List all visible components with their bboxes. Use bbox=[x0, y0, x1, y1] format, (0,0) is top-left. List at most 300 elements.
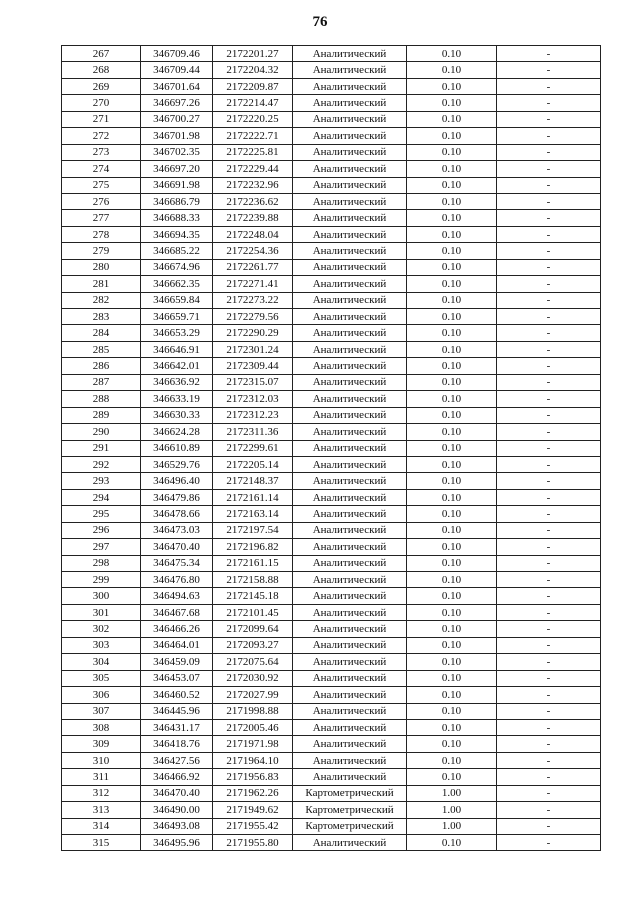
method-cell: Аналитический bbox=[293, 588, 407, 604]
table-row bbox=[62, 522, 601, 538]
accuracy-cell: 0.10 bbox=[407, 374, 497, 390]
y-coordinate-cell: 2172254.36 bbox=[213, 243, 293, 259]
method-cell: Аналитический bbox=[293, 341, 407, 357]
x-coordinate-cell: 346691.98 bbox=[141, 177, 213, 193]
note-cell: - bbox=[497, 489, 601, 505]
y-coordinate-cell: 2171955.80 bbox=[213, 835, 293, 851]
accuracy-cell: 0.10 bbox=[407, 506, 497, 522]
accuracy-cell: 0.10 bbox=[407, 144, 497, 160]
note-cell: - bbox=[497, 506, 601, 522]
accuracy-cell: 0.10 bbox=[407, 243, 497, 259]
x-coordinate-cell: 346466.92 bbox=[141, 769, 213, 785]
table-row bbox=[62, 161, 601, 177]
method-cell: Аналитический bbox=[293, 46, 407, 62]
note-cell: - bbox=[497, 341, 601, 357]
point-number-cell: 274 bbox=[62, 161, 141, 177]
note-cell: - bbox=[497, 78, 601, 94]
table-row bbox=[62, 752, 601, 768]
y-coordinate-cell: 2172271.41 bbox=[213, 276, 293, 292]
y-coordinate-cell: 2172093.27 bbox=[213, 637, 293, 653]
point-number-cell: 268 bbox=[62, 62, 141, 78]
note-cell: - bbox=[497, 210, 601, 226]
page-number: 76 bbox=[312, 14, 328, 30]
note-cell: - bbox=[497, 128, 601, 144]
method-cell: Аналитический bbox=[293, 440, 407, 456]
method-cell: Аналитический bbox=[293, 555, 407, 571]
method-cell: Аналитический bbox=[293, 161, 407, 177]
point-number-cell: 285 bbox=[62, 341, 141, 357]
table-row bbox=[62, 736, 601, 752]
note-cell: - bbox=[497, 62, 601, 78]
point-number-cell: 277 bbox=[62, 210, 141, 226]
x-coordinate-cell: 346688.33 bbox=[141, 210, 213, 226]
accuracy-cell: 0.10 bbox=[407, 177, 497, 193]
note-cell: - bbox=[497, 325, 601, 341]
accuracy-cell: 0.10 bbox=[407, 473, 497, 489]
point-number-cell: 271 bbox=[62, 111, 141, 127]
x-coordinate-cell: 346467.68 bbox=[141, 604, 213, 620]
method-cell: Картометрический bbox=[293, 785, 407, 801]
point-number-cell: 278 bbox=[62, 226, 141, 242]
x-coordinate-cell: 346642.01 bbox=[141, 358, 213, 374]
note-cell: - bbox=[497, 703, 601, 719]
y-coordinate-cell: 2171949.62 bbox=[213, 802, 293, 818]
note-cell: - bbox=[497, 637, 601, 653]
accuracy-cell: 0.10 bbox=[407, 588, 497, 604]
point-number-cell: 272 bbox=[62, 128, 141, 144]
x-coordinate-cell: 346709.44 bbox=[141, 62, 213, 78]
point-number-cell: 302 bbox=[62, 621, 141, 637]
table-row bbox=[62, 506, 601, 522]
point-number-cell: 267 bbox=[62, 46, 141, 62]
y-coordinate-cell: 2172148.37 bbox=[213, 473, 293, 489]
point-number-cell: 313 bbox=[62, 802, 141, 818]
y-coordinate-cell: 2171964.10 bbox=[213, 752, 293, 768]
table-row bbox=[62, 588, 601, 604]
note-cell: - bbox=[497, 407, 601, 423]
table-row bbox=[62, 802, 601, 818]
x-coordinate-cell: 346709.46 bbox=[141, 46, 213, 62]
point-number-cell: 299 bbox=[62, 572, 141, 588]
note-cell: - bbox=[497, 440, 601, 456]
point-number-cell: 310 bbox=[62, 752, 141, 768]
table-row bbox=[62, 555, 601, 571]
x-coordinate-cell: 346490.00 bbox=[141, 802, 213, 818]
y-coordinate-cell: 2171971.98 bbox=[213, 736, 293, 752]
point-number-cell: 276 bbox=[62, 193, 141, 209]
point-number-cell: 291 bbox=[62, 440, 141, 456]
method-cell: Аналитический bbox=[293, 128, 407, 144]
x-coordinate-cell: 346479.86 bbox=[141, 489, 213, 505]
y-coordinate-cell: 2172099.64 bbox=[213, 621, 293, 637]
y-coordinate-cell: 2172312.03 bbox=[213, 391, 293, 407]
y-coordinate-cell: 2172279.56 bbox=[213, 309, 293, 325]
table-row bbox=[62, 572, 601, 588]
x-coordinate-cell: 346459.09 bbox=[141, 654, 213, 670]
accuracy-cell: 0.10 bbox=[407, 522, 497, 538]
y-coordinate-cell: 2172301.24 bbox=[213, 341, 293, 357]
accuracy-cell: 1.00 bbox=[407, 785, 497, 801]
method-cell: Аналитический bbox=[293, 259, 407, 275]
table-row bbox=[62, 621, 601, 637]
table-row bbox=[62, 243, 601, 259]
note-cell: - bbox=[497, 588, 601, 604]
x-coordinate-cell: 346653.29 bbox=[141, 325, 213, 341]
accuracy-cell: 0.10 bbox=[407, 407, 497, 423]
accuracy-cell: 0.10 bbox=[407, 572, 497, 588]
table-row bbox=[62, 424, 601, 440]
method-cell: Аналитический bbox=[293, 407, 407, 423]
x-coordinate-cell: 346702.35 bbox=[141, 144, 213, 160]
method-cell: Аналитический bbox=[293, 424, 407, 440]
y-coordinate-cell: 2172163.14 bbox=[213, 506, 293, 522]
note-cell: - bbox=[497, 309, 601, 325]
method-cell: Аналитический bbox=[293, 736, 407, 752]
y-coordinate-cell: 2172214.47 bbox=[213, 95, 293, 111]
accuracy-cell: 0.10 bbox=[407, 276, 497, 292]
accuracy-cell: 0.10 bbox=[407, 687, 497, 703]
point-number-cell: 308 bbox=[62, 719, 141, 735]
x-coordinate-cell: 346624.28 bbox=[141, 424, 213, 440]
table-row bbox=[62, 259, 601, 275]
note-cell: - bbox=[497, 292, 601, 308]
method-cell: Аналитический bbox=[293, 621, 407, 637]
x-coordinate-cell: 346445.96 bbox=[141, 703, 213, 719]
note-cell: - bbox=[497, 670, 601, 686]
method-cell: Аналитический bbox=[293, 456, 407, 472]
point-number-cell: 270 bbox=[62, 95, 141, 111]
y-coordinate-cell: 2172209.87 bbox=[213, 78, 293, 94]
x-coordinate-cell: 346529.76 bbox=[141, 456, 213, 472]
table-row bbox=[62, 489, 601, 505]
method-cell: Аналитический bbox=[293, 193, 407, 209]
table-row bbox=[62, 391, 601, 407]
point-number-cell: 304 bbox=[62, 654, 141, 670]
x-coordinate-cell: 346476.80 bbox=[141, 572, 213, 588]
note-cell: - bbox=[497, 259, 601, 275]
y-coordinate-cell: 2172196.82 bbox=[213, 539, 293, 555]
accuracy-cell: 0.10 bbox=[407, 456, 497, 472]
y-coordinate-cell: 2172201.27 bbox=[213, 46, 293, 62]
y-coordinate-cell: 2172229.44 bbox=[213, 161, 293, 177]
table-row bbox=[62, 341, 601, 357]
x-coordinate-cell: 346697.20 bbox=[141, 161, 213, 177]
x-coordinate-cell: 346636.92 bbox=[141, 374, 213, 390]
y-coordinate-cell: 2172225.81 bbox=[213, 144, 293, 160]
note-cell: - bbox=[497, 604, 601, 620]
accuracy-cell: 1.00 bbox=[407, 802, 497, 818]
x-coordinate-cell: 346470.40 bbox=[141, 785, 213, 801]
method-cell: Аналитический bbox=[293, 325, 407, 341]
x-coordinate-cell: 346418.76 bbox=[141, 736, 213, 752]
table-row bbox=[62, 835, 601, 851]
table-row bbox=[62, 276, 601, 292]
note-cell: - bbox=[497, 95, 601, 111]
table-row bbox=[62, 62, 601, 78]
y-coordinate-cell: 2172273.22 bbox=[213, 292, 293, 308]
accuracy-cell: 0.10 bbox=[407, 637, 497, 653]
table-row bbox=[62, 292, 601, 308]
method-cell: Аналитический bbox=[293, 506, 407, 522]
method-cell: Аналитический bbox=[293, 358, 407, 374]
accuracy-cell: 0.10 bbox=[407, 111, 497, 127]
accuracy-cell: 0.10 bbox=[407, 325, 497, 341]
point-number-cell: 280 bbox=[62, 259, 141, 275]
method-cell: Аналитический bbox=[293, 489, 407, 505]
accuracy-cell: 0.10 bbox=[407, 193, 497, 209]
y-coordinate-cell: 2172197.54 bbox=[213, 522, 293, 538]
note-cell: - bbox=[497, 769, 601, 785]
point-number-cell: 288 bbox=[62, 391, 141, 407]
point-number-cell: 312 bbox=[62, 785, 141, 801]
accuracy-cell: 0.10 bbox=[407, 654, 497, 670]
point-number-cell: 301 bbox=[62, 604, 141, 620]
x-coordinate-cell: 346464.01 bbox=[141, 637, 213, 653]
y-coordinate-cell: 2172239.88 bbox=[213, 210, 293, 226]
x-coordinate-cell: 346496.40 bbox=[141, 473, 213, 489]
point-number-cell: 309 bbox=[62, 736, 141, 752]
note-cell: - bbox=[497, 621, 601, 637]
table-row bbox=[62, 440, 601, 456]
accuracy-cell: 0.10 bbox=[407, 46, 497, 62]
point-number-cell: 282 bbox=[62, 292, 141, 308]
note-cell: - bbox=[497, 391, 601, 407]
method-cell: Аналитический bbox=[293, 670, 407, 686]
table-row bbox=[62, 193, 601, 209]
note-cell: - bbox=[497, 226, 601, 242]
y-coordinate-cell: 2172027.99 bbox=[213, 687, 293, 703]
method-cell: Аналитический bbox=[293, 62, 407, 78]
point-number-cell: 269 bbox=[62, 78, 141, 94]
x-coordinate-cell: 346630.33 bbox=[141, 407, 213, 423]
note-cell: - bbox=[497, 374, 601, 390]
table-row bbox=[62, 473, 601, 489]
point-number-cell: 295 bbox=[62, 506, 141, 522]
table-row bbox=[62, 604, 601, 620]
table-row bbox=[62, 456, 601, 472]
point-number-cell: 293 bbox=[62, 473, 141, 489]
method-cell: Аналитический bbox=[293, 210, 407, 226]
y-coordinate-cell: 2172030.92 bbox=[213, 670, 293, 686]
accuracy-cell: 0.10 bbox=[407, 489, 497, 505]
method-cell: Аналитический bbox=[293, 752, 407, 768]
x-coordinate-cell: 346473.03 bbox=[141, 522, 213, 538]
note-cell: - bbox=[497, 687, 601, 703]
table-row bbox=[62, 226, 601, 242]
note-cell: - bbox=[497, 144, 601, 160]
y-coordinate-cell: 2171956.83 bbox=[213, 769, 293, 785]
note-cell: - bbox=[497, 276, 601, 292]
method-cell: Аналитический bbox=[293, 144, 407, 160]
method-cell: Аналитический bbox=[293, 111, 407, 127]
note-cell: - bbox=[497, 522, 601, 538]
point-number-cell: 311 bbox=[62, 769, 141, 785]
accuracy-cell: 0.10 bbox=[407, 358, 497, 374]
y-coordinate-cell: 2172101.45 bbox=[213, 604, 293, 620]
point-number-cell: 284 bbox=[62, 325, 141, 341]
accuracy-cell: 0.10 bbox=[407, 62, 497, 78]
accuracy-cell: 0.10 bbox=[407, 703, 497, 719]
table-row bbox=[62, 654, 601, 670]
x-coordinate-cell: 346460.52 bbox=[141, 687, 213, 703]
point-number-cell: 300 bbox=[62, 588, 141, 604]
method-cell: Аналитический bbox=[293, 391, 407, 407]
x-coordinate-cell: 346466.26 bbox=[141, 621, 213, 637]
method-cell: Аналитический bbox=[293, 473, 407, 489]
note-cell: - bbox=[497, 572, 601, 588]
note-cell: - bbox=[497, 358, 601, 374]
method-cell: Аналитический bbox=[293, 78, 407, 94]
y-coordinate-cell: 2172005.46 bbox=[213, 719, 293, 735]
table-row bbox=[62, 144, 601, 160]
table-row bbox=[62, 687, 601, 703]
y-coordinate-cell: 2172309.44 bbox=[213, 358, 293, 374]
accuracy-cell: 0.10 bbox=[407, 161, 497, 177]
note-cell: - bbox=[497, 473, 601, 489]
y-coordinate-cell: 2172236.62 bbox=[213, 193, 293, 209]
accuracy-cell: 1.00 bbox=[407, 818, 497, 834]
method-cell: Аналитический bbox=[293, 539, 407, 555]
accuracy-cell: 0.10 bbox=[407, 719, 497, 735]
method-cell: Аналитический bbox=[293, 177, 407, 193]
accuracy-cell: 0.10 bbox=[407, 539, 497, 555]
note-cell: - bbox=[497, 719, 601, 735]
table-row bbox=[62, 128, 601, 144]
note-cell: - bbox=[497, 424, 601, 440]
y-coordinate-cell: 2172248.04 bbox=[213, 226, 293, 242]
method-cell: Аналитический bbox=[293, 292, 407, 308]
accuracy-cell: 0.10 bbox=[407, 670, 497, 686]
x-coordinate-cell: 346659.84 bbox=[141, 292, 213, 308]
x-coordinate-cell: 346701.64 bbox=[141, 78, 213, 94]
x-coordinate-cell: 346427.56 bbox=[141, 752, 213, 768]
y-coordinate-cell: 2172312.23 bbox=[213, 407, 293, 423]
method-cell: Аналитический bbox=[293, 243, 407, 259]
point-number-cell: 296 bbox=[62, 522, 141, 538]
y-coordinate-cell: 2172204.32 bbox=[213, 62, 293, 78]
accuracy-cell: 0.10 bbox=[407, 226, 497, 242]
y-coordinate-cell: 2171962.26 bbox=[213, 785, 293, 801]
note-cell: - bbox=[497, 177, 601, 193]
x-coordinate-cell: 346697.26 bbox=[141, 95, 213, 111]
accuracy-cell: 0.10 bbox=[407, 341, 497, 357]
point-number-cell: 286 bbox=[62, 358, 141, 374]
point-number-cell: 298 bbox=[62, 555, 141, 571]
x-coordinate-cell: 346453.07 bbox=[141, 670, 213, 686]
point-number-cell: 289 bbox=[62, 407, 141, 423]
y-coordinate-cell: 2172232.96 bbox=[213, 177, 293, 193]
note-cell: - bbox=[497, 111, 601, 127]
y-coordinate-cell: 2172145.18 bbox=[213, 588, 293, 604]
method-cell: Аналитический bbox=[293, 719, 407, 735]
note-cell: - bbox=[497, 555, 601, 571]
point-number-cell: 315 bbox=[62, 835, 141, 851]
point-number-cell: 314 bbox=[62, 818, 141, 834]
accuracy-cell: 0.10 bbox=[407, 128, 497, 144]
accuracy-cell: 0.10 bbox=[407, 424, 497, 440]
y-coordinate-cell: 2172075.64 bbox=[213, 654, 293, 670]
x-coordinate-cell: 346495.96 bbox=[141, 835, 213, 851]
table-row bbox=[62, 407, 601, 423]
accuracy-cell: 0.10 bbox=[407, 95, 497, 111]
coordinates-table-body bbox=[62, 46, 601, 851]
table-row bbox=[62, 539, 601, 555]
method-cell: Аналитический bbox=[293, 522, 407, 538]
note-cell: - bbox=[497, 193, 601, 209]
note-cell: - bbox=[497, 752, 601, 768]
table-row bbox=[62, 818, 601, 834]
note-cell: - bbox=[497, 243, 601, 259]
table-row bbox=[62, 703, 601, 719]
point-number-cell: 273 bbox=[62, 144, 141, 160]
y-coordinate-cell: 2172311.36 bbox=[213, 424, 293, 440]
y-coordinate-cell: 2172315.07 bbox=[213, 374, 293, 390]
table-row bbox=[62, 95, 601, 111]
x-coordinate-cell: 346674.96 bbox=[141, 259, 213, 275]
accuracy-cell: 0.10 bbox=[407, 752, 497, 768]
accuracy-cell: 0.10 bbox=[407, 621, 497, 637]
table-row bbox=[62, 325, 601, 341]
method-cell: Аналитический bbox=[293, 95, 407, 111]
x-coordinate-cell: 346646.91 bbox=[141, 341, 213, 357]
point-number-cell: 287 bbox=[62, 374, 141, 390]
x-coordinate-cell: 346659.71 bbox=[141, 309, 213, 325]
y-coordinate-cell: 2172161.15 bbox=[213, 555, 293, 571]
coordinates-table bbox=[61, 45, 601, 851]
x-coordinate-cell: 346686.79 bbox=[141, 193, 213, 209]
point-number-cell: 281 bbox=[62, 276, 141, 292]
table-row bbox=[62, 769, 601, 785]
point-number-cell: 279 bbox=[62, 243, 141, 259]
method-cell: Аналитический bbox=[293, 309, 407, 325]
y-coordinate-cell: 2172161.14 bbox=[213, 489, 293, 505]
note-cell: - bbox=[497, 456, 601, 472]
method-cell: Аналитический bbox=[293, 374, 407, 390]
y-coordinate-cell: 2172220.25 bbox=[213, 111, 293, 127]
table-row bbox=[62, 177, 601, 193]
point-number-cell: 275 bbox=[62, 177, 141, 193]
method-cell: Аналитический bbox=[293, 687, 407, 703]
table-row bbox=[62, 374, 601, 390]
table-row bbox=[62, 719, 601, 735]
y-coordinate-cell: 2172261.77 bbox=[213, 259, 293, 275]
x-coordinate-cell: 346478.66 bbox=[141, 506, 213, 522]
y-coordinate-cell: 2172290.29 bbox=[213, 325, 293, 341]
table-row bbox=[62, 358, 601, 374]
point-number-cell: 307 bbox=[62, 703, 141, 719]
note-cell: - bbox=[497, 736, 601, 752]
table-row bbox=[62, 670, 601, 686]
method-cell: Аналитический bbox=[293, 835, 407, 851]
point-number-cell: 303 bbox=[62, 637, 141, 653]
accuracy-cell: 0.10 bbox=[407, 309, 497, 325]
table-row bbox=[62, 637, 601, 653]
accuracy-cell: 0.10 bbox=[407, 440, 497, 456]
table-row bbox=[62, 46, 601, 62]
point-number-cell: 297 bbox=[62, 539, 141, 555]
method-cell: Картометрический bbox=[293, 818, 407, 834]
y-coordinate-cell: 2171998.88 bbox=[213, 703, 293, 719]
point-number-cell: 306 bbox=[62, 687, 141, 703]
x-coordinate-cell: 346633.19 bbox=[141, 391, 213, 407]
note-cell: - bbox=[497, 539, 601, 555]
point-number-cell: 283 bbox=[62, 309, 141, 325]
x-coordinate-cell: 346694.35 bbox=[141, 226, 213, 242]
accuracy-cell: 0.10 bbox=[407, 835, 497, 851]
accuracy-cell: 0.10 bbox=[407, 259, 497, 275]
method-cell: Аналитический bbox=[293, 703, 407, 719]
y-coordinate-cell: 2171955.42 bbox=[213, 818, 293, 834]
